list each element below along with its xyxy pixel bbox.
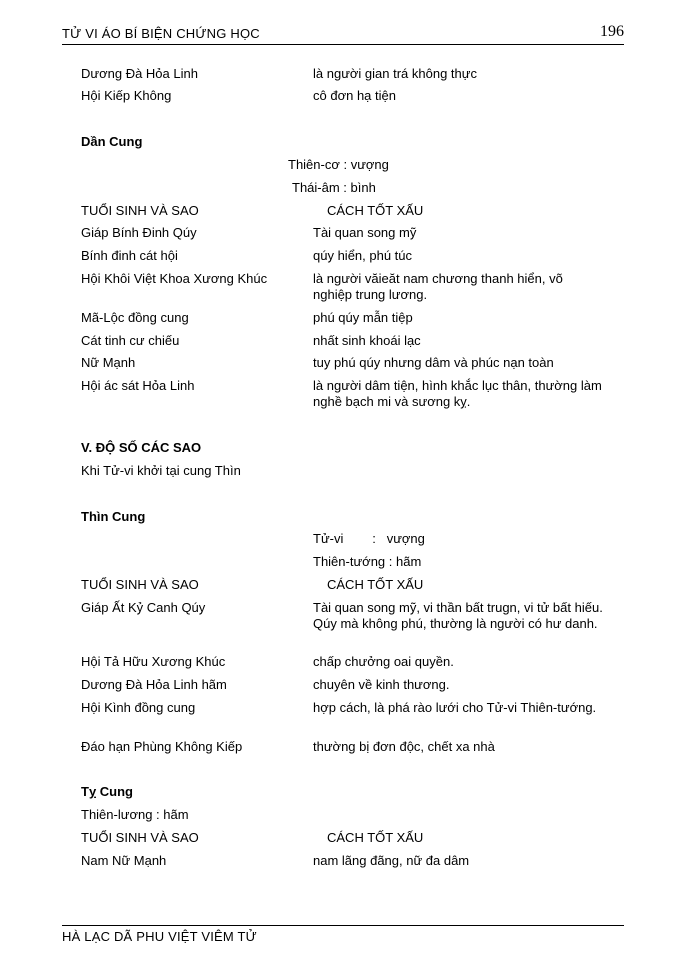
- section-heading-dan-cung: Dần Cung: [81, 134, 143, 149]
- running-title: TỬ VI ÁO BÍ BIỆN CHỨNG HỌC: [62, 26, 260, 41]
- page-number: 196: [600, 23, 624, 40]
- star-line: Thiên-cơ : vượng: [288, 157, 389, 172]
- row-left-cell: Hội Tả Hữu Xương Khúc: [81, 654, 226, 669]
- star-line: Thiên-lương : hãm: [81, 807, 189, 822]
- column-header-right: CÁCH TỐT XẤU: [327, 577, 424, 592]
- row-right-cell: chấp chưởng oai quyền.: [313, 654, 454, 669]
- row-left-cell: Hội ác sát Hỏa Linh: [81, 378, 195, 393]
- column-header-left: TUỔI SINH VÀ SAO: [81, 830, 199, 845]
- section-heading-do-so: V. ĐỘ SỐ CÁC SAO: [81, 440, 202, 455]
- row-right-cell: tuy phú qúy nhưng dâm và phúc nạn toàn: [313, 355, 554, 370]
- row-right-cell: chuyên về kinh thương.: [313, 677, 450, 692]
- row-left-cell: Giáp Bính Đinh Qúy: [81, 225, 197, 240]
- row-right-cell: hợp cách, là phá rào lưới cho Tử-vi Thiên-tướng.: [313, 700, 597, 715]
- row-right-cell: thường bị đơn độc, chết xa nhà: [313, 739, 495, 754]
- row-left-cell: Dương Đà Hỏa Linh: [81, 66, 198, 81]
- row-left-cell: Nữ Mạnh: [81, 355, 136, 370]
- star-line: Thiên-tướng : hãm: [313, 554, 422, 569]
- column-header-left: TUỔI SINH VÀ SAO: [81, 203, 199, 218]
- row-left-cell: Mã-Lộc đồng cung: [81, 310, 189, 325]
- row-right-cell: nhất sinh khoái lạc: [313, 333, 421, 348]
- column-header-right: CÁCH TỐT XẤU: [327, 203, 424, 218]
- column-header-left: TUỔI SINH VÀ SAO: [81, 577, 199, 592]
- row-left-cell: Nam Nữ Mạnh: [81, 853, 167, 868]
- section-heading-ty-cung: Tỵ Cung: [81, 784, 133, 799]
- star-line: Tử-vi : vượng: [313, 531, 425, 546]
- row-left-cell: Bính đinh cát hội: [81, 248, 178, 263]
- section-intro: Khi Tử-vi khởi tại cung Thìn: [81, 463, 241, 478]
- row-left-cell: Dương Đà Hỏa Linh hãm: [81, 677, 227, 692]
- row-right-cell: nam lãng đãng, nữ đa dâm: [313, 853, 470, 868]
- row-left-cell: Hội Kình đồng cung: [81, 700, 196, 715]
- row-left-cell: Đáo hạn Phùng Không Kiếp: [81, 739, 243, 754]
- star-line: Thái-âm : bình: [292, 180, 376, 195]
- section-heading-thin-cung: Thìn Cung: [81, 509, 146, 524]
- column-header-right: CÁCH TỐT XẤU: [327, 830, 424, 845]
- row-left-cell: Hội Khôi Việt Khoa Xương Khúc: [81, 271, 268, 286]
- row-left-cell: Giáp Ất Kỷ Canh Qúy: [81, 600, 206, 615]
- row-right-cell: Tài quan song mỹ: [313, 225, 417, 240]
- row-right-cell: qúy hiển, phú túc: [313, 248, 413, 263]
- row-right-cell: là người văieăt nam chương thanh hiển, võ nghiệp trung lương.: [313, 271, 563, 302]
- page-footer: [62, 925, 624, 944]
- row-right-cell: là người dâm tiện, hình khắc lục thân, thường làm nghề bạch mi và sương kỵ.: [313, 378, 602, 409]
- row-right-cell: là người gian trá không thực: [313, 66, 477, 81]
- row-right-cell: cô đơn hạ tiện: [313, 88, 396, 103]
- footer-author: HÀ LẠC DÃ PHU VIỆT VIÊM TỬ: [62, 929, 257, 944]
- row-left-cell: Cát tinh cư chiếu: [81, 333, 180, 348]
- row-right-cell: Tài quan song mỹ, vi thần bất trugn, vi tử bất hiếu. Qúy mà không phú, thường là người có hư danh.: [313, 600, 603, 631]
- row-right-cell: phú qúy mẫn tiệp: [313, 310, 413, 325]
- row-left-cell: Hội Kiếp Không: [81, 88, 172, 103]
- page-header: [62, 22, 624, 45]
